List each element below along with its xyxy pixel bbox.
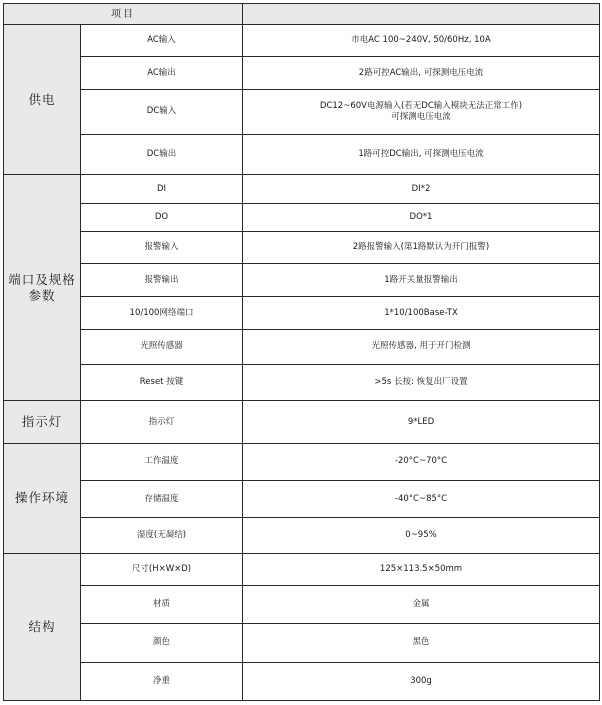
row-value: DI*2: [243, 175, 600, 203]
row-value: 金属: [243, 585, 600, 623]
row-label: 指示灯: [81, 401, 243, 443]
header-value: [243, 4, 600, 25]
row-value: DO*1: [243, 203, 600, 231]
row-label: 颜色: [81, 624, 243, 662]
row-value-line2: 可探测电压电流: [391, 111, 451, 122]
row-value: -20°C~70°C: [243, 443, 600, 480]
row-value: >5s 长按: 恢复出厂设置: [243, 365, 600, 401]
row-value: -40°C~85°C: [243, 481, 600, 518]
row-label: 存储温度: [81, 481, 243, 518]
table-row: [4, 89, 600, 134]
table-row: [4, 365, 600, 401]
row-value: 9*LED: [243, 401, 600, 443]
table-row: [4, 25, 600, 57]
row-value: 1*10/100Base-TX: [243, 297, 600, 329]
row-label: 尺寸(H×W×D): [81, 553, 243, 585]
category-indicator: 指示灯: [4, 401, 81, 443]
row-label: 湿度(无凝结): [81, 518, 243, 553]
row-value: 光照传感器, 用于开门检测: [243, 329, 600, 364]
category-ports: [4, 175, 81, 401]
row-label: DC输出: [81, 135, 243, 175]
table-row: [4, 662, 600, 700]
row-label: AC输入: [81, 25, 243, 57]
row-label: 工作温度: [81, 443, 243, 480]
category-ports-line1: 端口及规格: [8, 271, 76, 287]
table-row: [4, 401, 600, 443]
row-label: AC输出: [81, 57, 243, 89]
table-row: [4, 203, 600, 231]
row-value: 1路可控DC输出, 可探测电压电流: [243, 135, 600, 175]
table-row: [4, 57, 600, 89]
row-value: 0~95%: [243, 518, 600, 553]
table-header-row: [4, 4, 600, 25]
row-value: [243, 89, 600, 134]
row-label: 光照传感器: [81, 329, 243, 364]
row-label: 材质: [81, 585, 243, 623]
row-label: 10/100网络端口: [81, 297, 243, 329]
row-value: 黑色: [243, 624, 600, 662]
table-row: [4, 231, 600, 263]
table-row: [4, 175, 600, 203]
category-power: 供电: [4, 25, 81, 175]
category-environment: 操作环境: [4, 443, 81, 553]
row-label: Reset 按键: [81, 365, 243, 401]
table-row: [4, 264, 600, 297]
table-row: [4, 553, 600, 585]
row-label: 报警输出: [81, 264, 243, 297]
row-label: DC输入: [81, 89, 243, 134]
row-label: DI: [81, 175, 243, 203]
row-value: 市电AC 100~240V, 50/60Hz, 10A: [243, 25, 600, 57]
table-row: [4, 624, 600, 662]
row-label: DO: [81, 203, 243, 231]
row-value: 300g: [243, 662, 600, 700]
category-structure: 结构: [4, 553, 81, 700]
table-row: [4, 585, 600, 623]
row-value: 2路可控AC输出, 可探测电压电流: [243, 57, 600, 89]
table-row: [4, 481, 600, 518]
row-label: 报警输入: [81, 231, 243, 263]
row-value-line1: DC12~60V电源输入(若无DC输入模块无法正常工作): [319, 100, 523, 111]
category-ports-line2: 参数: [28, 287, 56, 303]
table-row: [4, 443, 600, 480]
row-value: 1路开关量报警输出: [243, 264, 600, 297]
table-row: [4, 135, 600, 175]
table-row: [4, 329, 600, 364]
row-value: 2路报警输入(第1路默认为开门报警): [243, 231, 600, 263]
header-item: 项目: [4, 4, 243, 25]
row-value: 125×113.5×50mm: [243, 553, 600, 585]
table-row: [4, 297, 600, 329]
spec-table: [3, 3, 600, 701]
row-label: 净重: [81, 662, 243, 700]
table-row: [4, 518, 600, 553]
